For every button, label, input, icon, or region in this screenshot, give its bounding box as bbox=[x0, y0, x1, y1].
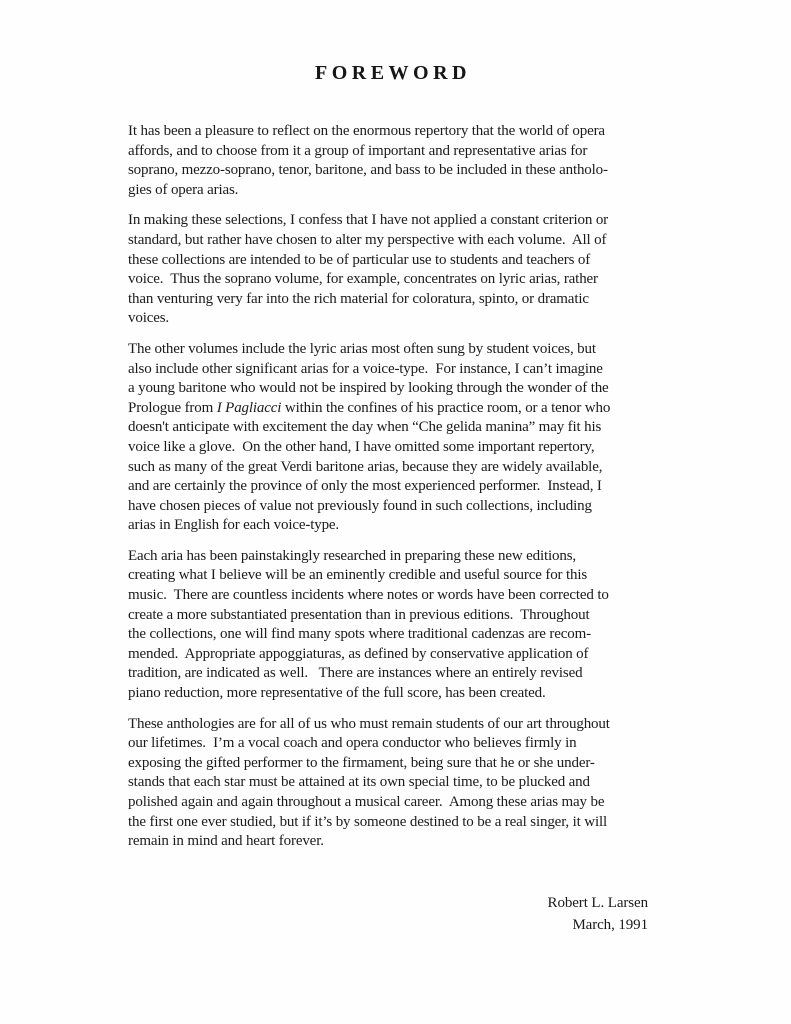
text-line: such as many of the great Verdi baritone arias, because they are widely available, bbox=[128, 458, 603, 475]
text-line: also include other significant arias for a voice-type. For instance, I can’t imagine bbox=[128, 360, 603, 377]
text-line: the collections, one will find many spots where traditional cadenzas are recom- bbox=[128, 626, 591, 643]
text-line: It has been a pleasure to reflect on the enormous repertory that the world of opera bbox=[128, 123, 605, 139]
text-line: polished again and again throughout a musical career. Among these arias may be bbox=[128, 794, 605, 810]
text-line: these collections are intended to be of particular use to students and teachers of bbox=[128, 251, 591, 268]
text-line: soprano, mezzo-soprano, tenor, baritone, and bass to be included in these antholo- bbox=[128, 162, 608, 179]
text-line: The other volumes include the lyric arias most often sung by student voices, but bbox=[128, 340, 596, 357]
text-line: piano reduction, more representative of the full score, has been created. bbox=[128, 685, 546, 702]
text-line: In making these selections, I confess that I have not applied a constant criterion or bbox=[128, 212, 609, 229]
paragraphs bbox=[128, 122, 658, 852]
paragraph bbox=[128, 122, 658, 200]
paragraph bbox=[128, 340, 658, 536]
text-line: voice like a glove. On the other hand, I have omitted some important repertory, bbox=[128, 438, 595, 455]
text-line: a young baritone who would not be inspired by looking through the wonder of the bbox=[128, 380, 609, 397]
text-line: remain in mind and heart forever. bbox=[128, 833, 324, 850]
paragraph bbox=[128, 547, 658, 704]
text-line: our lifetimes. I’m a vocal coach and opera conductor who believes firmly in bbox=[128, 735, 577, 752]
text-line: voice. Thus the soprano volume, for example, concentrates on lyric arias, rather bbox=[128, 271, 598, 288]
text-line: voices. bbox=[128, 310, 170, 327]
text-line: the first one ever studied, but if it’s by someone destined to be a real singer, it will bbox=[128, 813, 608, 830]
text-line: Each aria has been painstakingly researched in preparing these new editions, bbox=[128, 547, 577, 564]
text-line: arias in English for each voice-type. bbox=[128, 517, 340, 534]
text-line: Prologue from I Pagliacci within the confines of his practice room, or a tenor who bbox=[128, 399, 611, 416]
signature-block bbox=[128, 892, 648, 936]
text-line: exposing the gifted performer to the firmament, being sure that he or she under- bbox=[128, 754, 595, 771]
text-column bbox=[128, 60, 658, 936]
text-line: and are certainly the province of only the most experienced performer. Instead, I bbox=[128, 478, 602, 495]
text-line: standard, but rather have chosen to alter my perspective with each volume. All of bbox=[128, 231, 607, 248]
text-line: affords, and to choose from it a group of important and representative arias for bbox=[128, 142, 588, 159]
text-line: create a more substantiated presentation than in previous editions. Throughout bbox=[128, 606, 590, 623]
paragraph bbox=[128, 715, 658, 852]
signature-date: March, 1991 bbox=[572, 916, 648, 933]
text-line: creating what I believe will be an eminently credible and useful source for this bbox=[128, 567, 588, 584]
text-line: music. There are countless incidents where notes or words have been corrected to bbox=[128, 587, 609, 604]
text-line: gies of opera arias. bbox=[128, 181, 239, 198]
text-line: than venturing very far into the rich material for coloratura, spinto, or dramatic bbox=[128, 290, 589, 307]
signature-name: Robert L. Larsen bbox=[547, 894, 648, 911]
text-line: stands that each star must be attained at its own special time, to be plucked and bbox=[128, 774, 590, 791]
foreword-title: FOREWORD bbox=[315, 62, 471, 84]
text-line: have chosen pieces of value not previously found in such collections, including bbox=[128, 497, 592, 514]
paragraph bbox=[128, 211, 658, 329]
text-line: doesn't anticipate with excitement the day when “Che gelida manina” may fit his bbox=[128, 419, 602, 436]
text-line: mended. Appropriate appoggiaturas, as defined by conservative application of bbox=[128, 645, 589, 662]
text-line: These anthologies are for all of us who must remain students of our art throughout bbox=[128, 715, 610, 732]
text-line: tradition, are indicated as well. There are instances where an entirely revised bbox=[128, 665, 583, 682]
